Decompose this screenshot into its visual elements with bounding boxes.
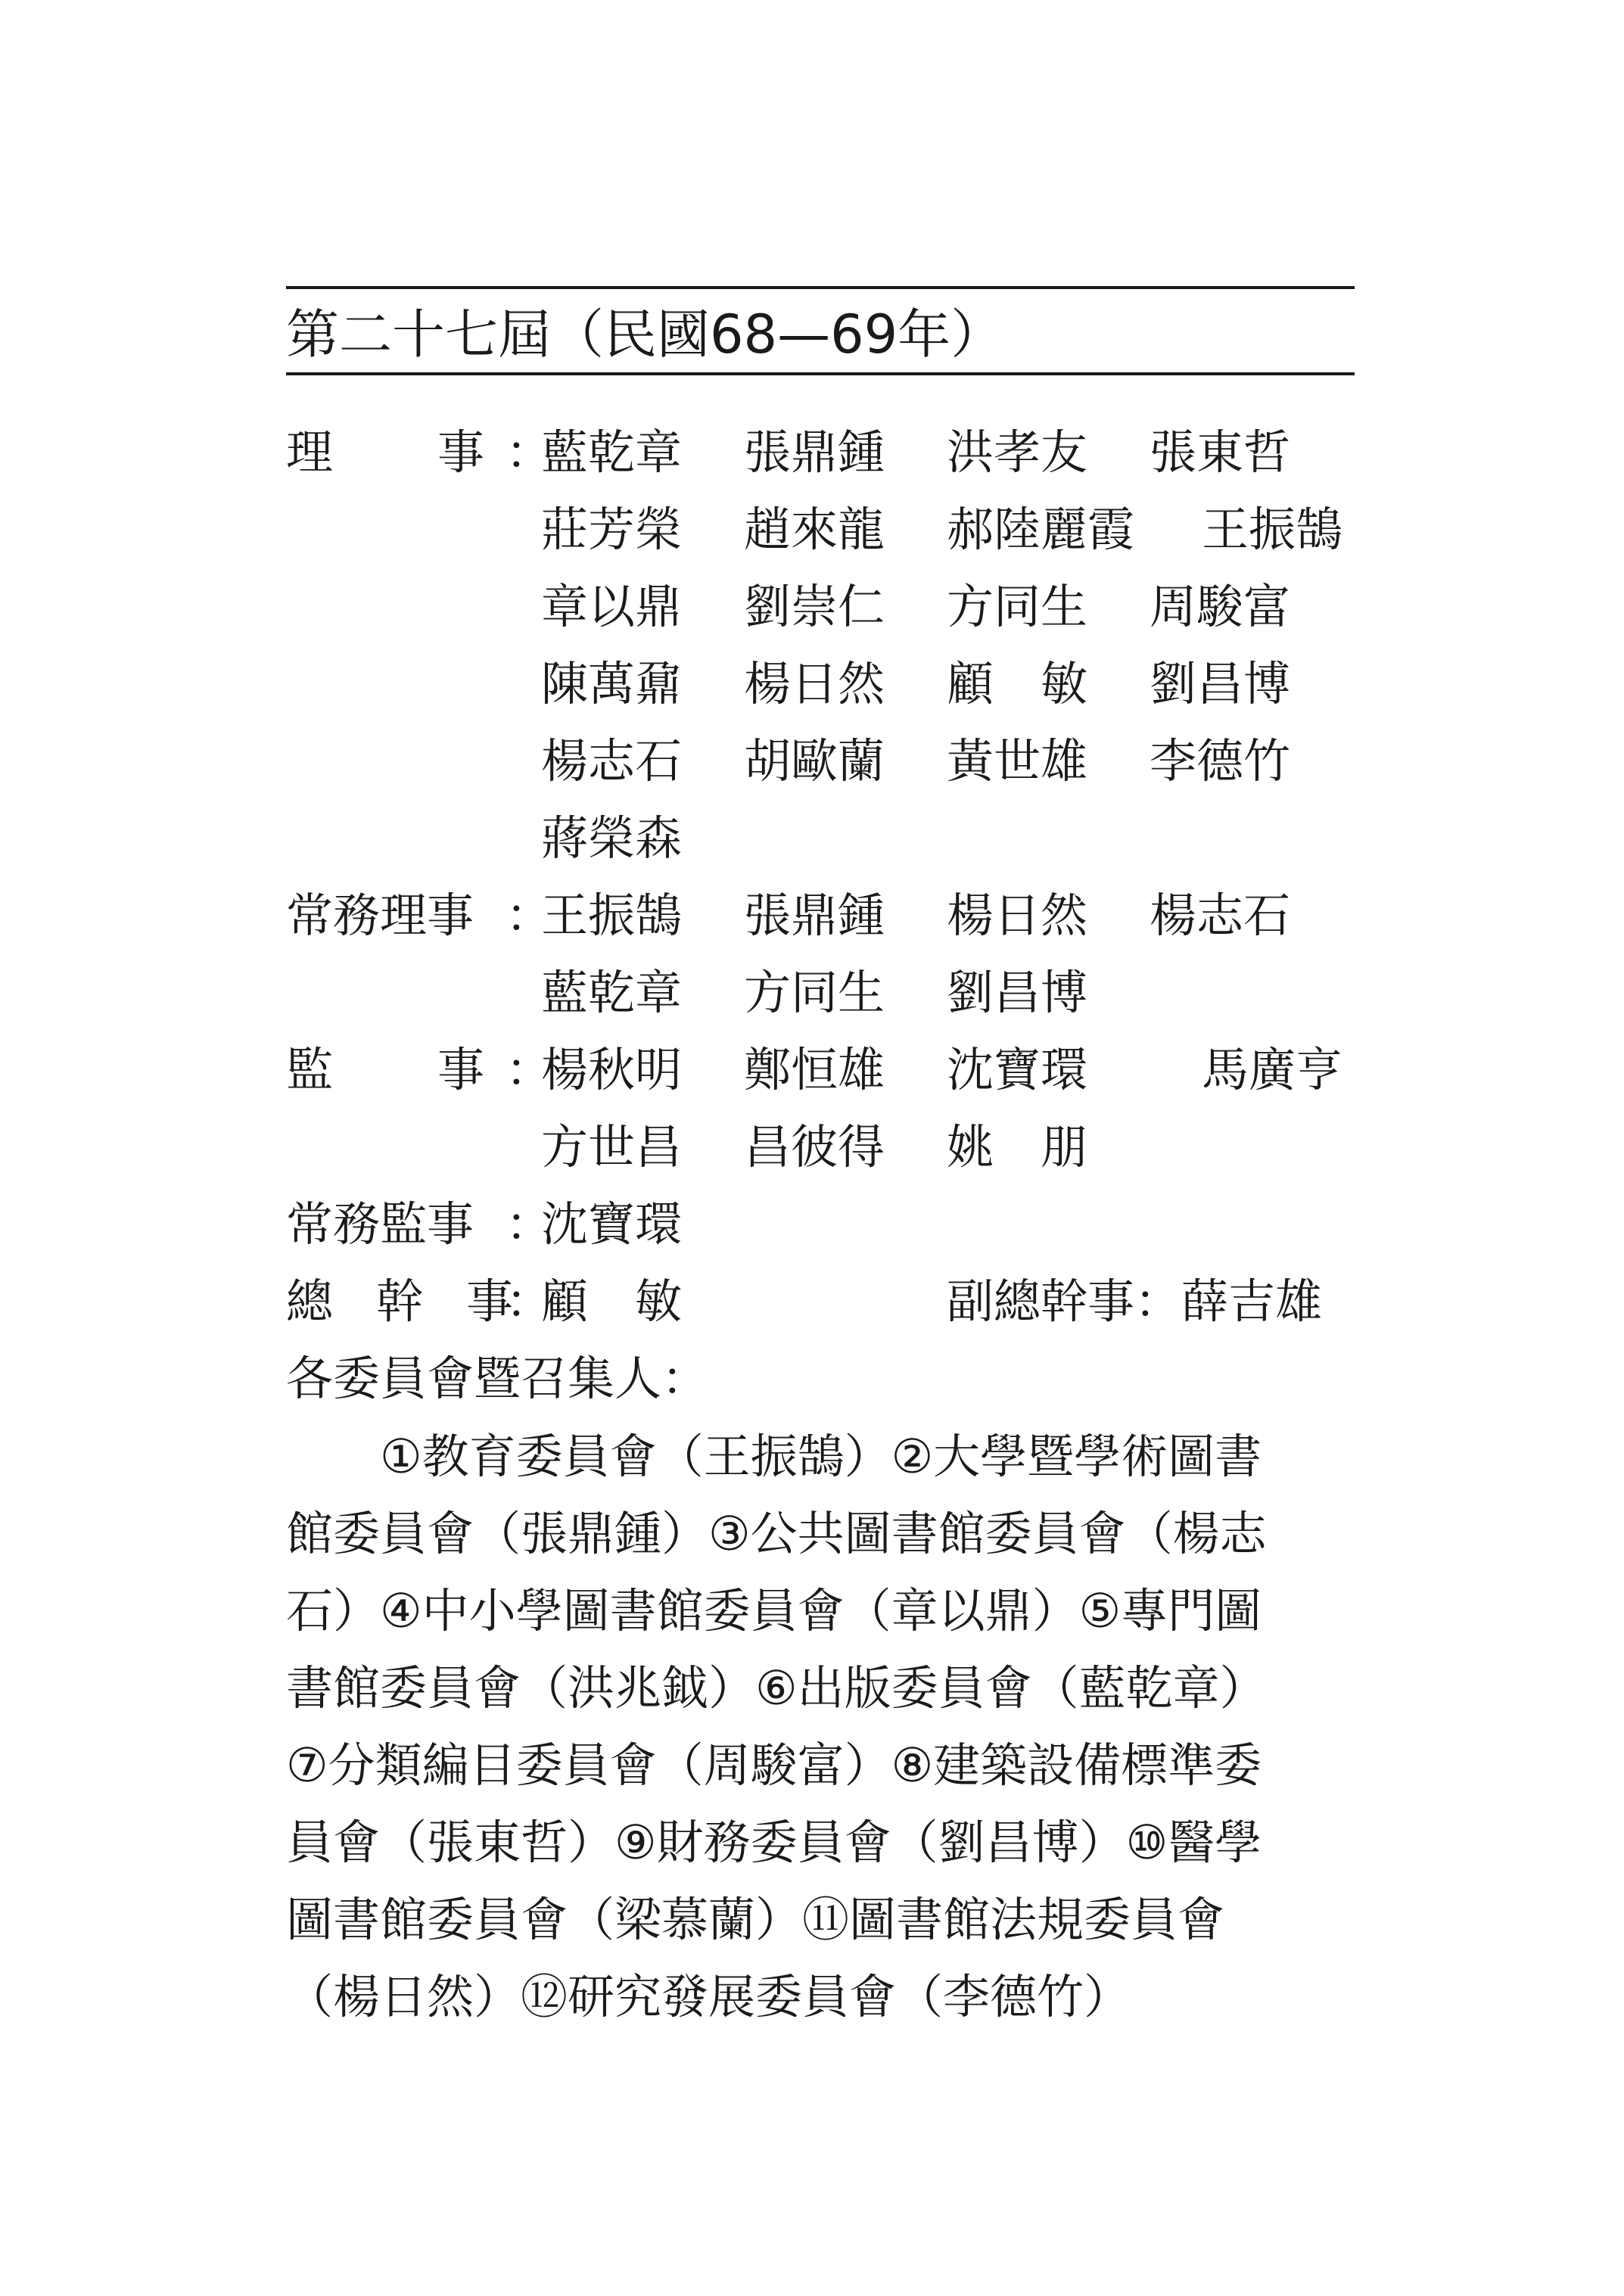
director-name: 楊志石 bbox=[541, 733, 683, 789]
standing-directors-row-2 bbox=[286, 955, 1355, 1031]
colon: ： bbox=[506, 425, 553, 480]
committees-line: 圖書館委員會（梁慕蘭）⑪圖書館法規委員會 bbox=[286, 1892, 1225, 1947]
vice-secretary-general-name: 薛吉雄 bbox=[1181, 1274, 1323, 1329]
colon: ： bbox=[506, 1196, 553, 1252]
standing-director-name: 劉昌博 bbox=[947, 965, 1088, 1020]
standing-director-name: 張鼎鍾 bbox=[744, 888, 885, 943]
standing-directors-label: 常務理事 bbox=[286, 888, 474, 943]
standing-supervisor-label: 常務監事 bbox=[286, 1196, 474, 1252]
directors-row-6 bbox=[286, 801, 1355, 876]
secretary-general-label: 總 幹 事 bbox=[286, 1274, 513, 1329]
committees-line: ①教育委員會（王振鵠）②大學暨學術圖書 bbox=[380, 1429, 1262, 1484]
colon: ： bbox=[506, 888, 553, 943]
director-name: 藍乾章 bbox=[541, 425, 683, 480]
director-name: 陳萬鼐 bbox=[541, 656, 683, 711]
director-name: 王振鵠 bbox=[1202, 502, 1343, 557]
standing-supervisor-name: 沈寶環 bbox=[541, 1196, 683, 1252]
top-rule bbox=[286, 286, 1355, 289]
committees-paragraph bbox=[286, 1418, 1355, 2036]
directors-row-1: 理 事 ： 藍乾章 張鼎鍾 洪孝友 張東哲 bbox=[286, 415, 1355, 490]
supervisor-name: 楊秋明 bbox=[541, 1042, 683, 1097]
director-name: 胡歐蘭 bbox=[744, 733, 885, 789]
director-name: 張東哲 bbox=[1150, 425, 1291, 480]
colon: ： bbox=[506, 1274, 553, 1329]
supervisors-row-1: 監 事 ： 楊秋明 鄭恒雄 沈寶環 馬廣亨 bbox=[286, 1032, 1355, 1108]
committees-line: 館委員會（張鼎鍾）③公共圖書館委員會（楊志 bbox=[286, 1506, 1267, 1561]
committees-line: 書館委員會（洪兆鉞）⑥出版委員會（藍乾章） bbox=[286, 1660, 1267, 1716]
page-title: 第二十七屆（民國68—69年） bbox=[286, 303, 1004, 366]
supervisor-name: 方世昌 bbox=[541, 1119, 683, 1174]
standing-director-name: 藍乾章 bbox=[541, 965, 683, 1020]
director-name: 莊芳榮 bbox=[541, 502, 683, 557]
director-name: 周駿富 bbox=[1150, 579, 1291, 634]
directors-row-3 bbox=[286, 569, 1355, 645]
secretary-general-row bbox=[286, 1264, 1355, 1339]
director-name: 張鼎鍾 bbox=[744, 425, 885, 480]
supervisor-name: 昌彼得 bbox=[744, 1119, 885, 1174]
director-name: 楊日然 bbox=[744, 656, 885, 711]
title-underline bbox=[286, 372, 1355, 375]
supervisor-name: 沈寶環 bbox=[947, 1042, 1088, 1097]
director-name: 方同生 bbox=[947, 579, 1088, 634]
directors-row-2 bbox=[286, 492, 1355, 568]
directors-row-5 bbox=[286, 723, 1355, 799]
committees-line: ⑦分類編目委員會（周駿富）⑧建築設備標準委 bbox=[286, 1738, 1262, 1793]
director-name: 洪孝友 bbox=[947, 425, 1088, 480]
supervisor-name: 馬廣亨 bbox=[1202, 1042, 1343, 1097]
colon: ： bbox=[506, 1042, 553, 1097]
vice-secretary-general bbox=[947, 1264, 1322, 1339]
committees-line: 員會（張東哲）⑨財務委員會（劉昌博）⑩醫學 bbox=[286, 1815, 1262, 1870]
director-name: 劉昌博 bbox=[1150, 656, 1291, 711]
supervisor-name: 姚 朋 bbox=[947, 1119, 1088, 1174]
supervisors-row-2 bbox=[286, 1109, 1355, 1185]
supervisor-name: 鄭恒雄 bbox=[744, 1042, 885, 1097]
standing-supervisor-row bbox=[286, 1187, 1355, 1262]
director-name: 郝陸麗霞 bbox=[947, 502, 1135, 557]
standing-director-name: 楊志石 bbox=[1150, 888, 1291, 943]
vice-secretary-general-label: 副總幹事： bbox=[947, 1274, 1182, 1329]
director-name: 章以鼎 bbox=[541, 579, 683, 634]
director-name: 劉崇仁 bbox=[744, 579, 885, 634]
committees-heading: 各委員會暨召集人： bbox=[286, 1351, 709, 1406]
director-name: 蔣榮森 bbox=[541, 810, 683, 866]
standing-directors-row-1 bbox=[286, 878, 1355, 954]
director-name: 趙來龍 bbox=[744, 502, 885, 557]
director-name: 顧 敏 bbox=[947, 656, 1088, 711]
directors-row-4 bbox=[286, 646, 1355, 722]
standing-director-name: 楊日然 bbox=[947, 888, 1088, 943]
director-name: 黃世雄 bbox=[947, 733, 1088, 789]
director-name: 李德竹 bbox=[1150, 733, 1291, 789]
committees-line: （楊日然）⑫研究發展委員會（李德竹） bbox=[286, 1969, 1131, 2024]
standing-director-name: 方同生 bbox=[744, 965, 885, 1020]
committees-line: 石）④中小學圖書館委員會（章以鼎）⑤專門圖 bbox=[286, 1583, 1262, 1638]
standing-director-name: 王振鵠 bbox=[541, 888, 683, 943]
secretary-general-name: 顧 敏 bbox=[541, 1274, 683, 1329]
